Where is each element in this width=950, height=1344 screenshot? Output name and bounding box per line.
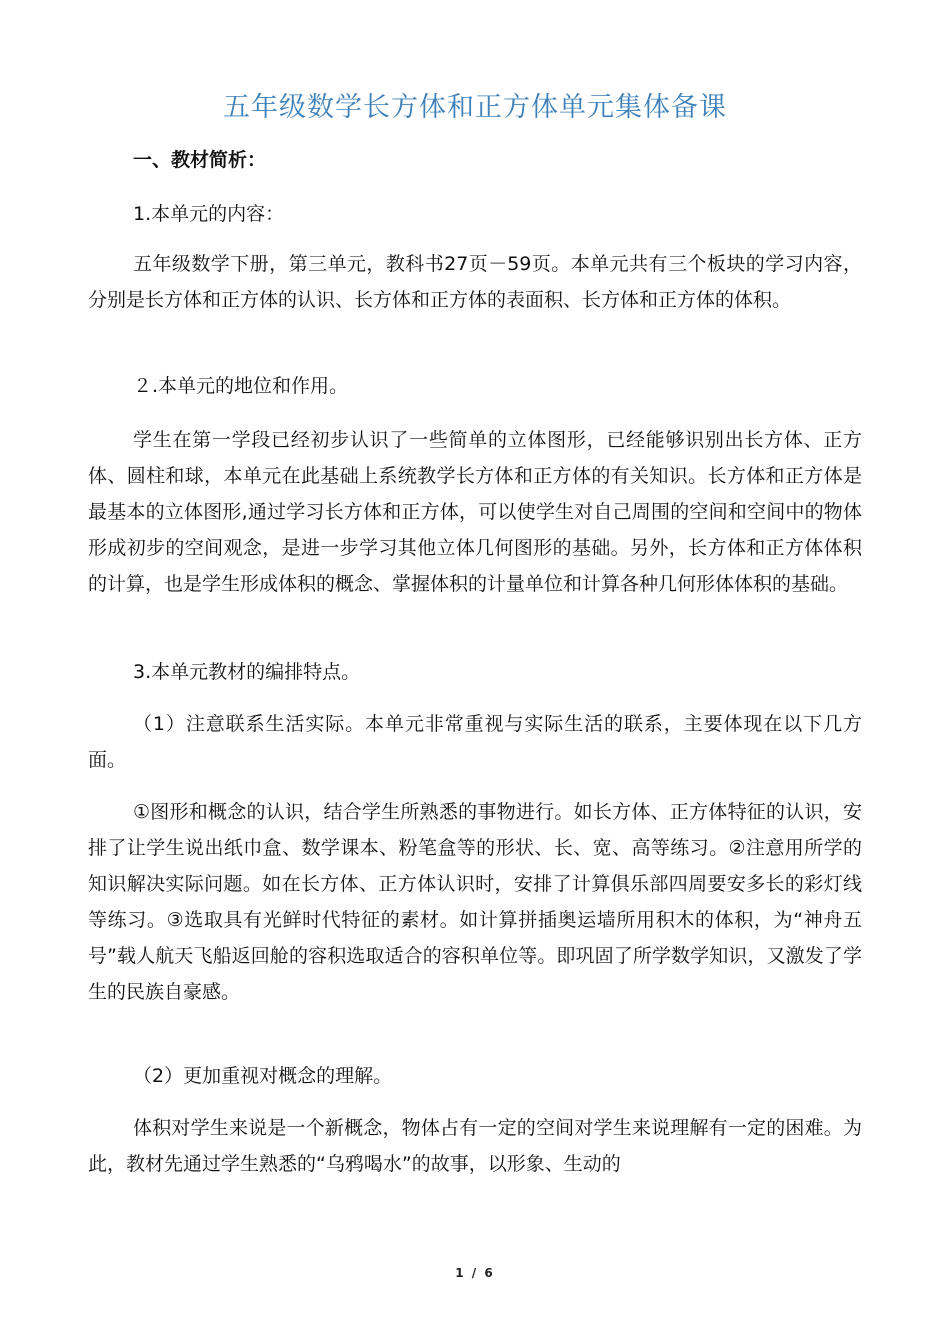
paragraph-unit-content: 五年级数学下册，第三单元，教科书27页－59页。本单元共有三个板块的学习内容，分别是长方体和正方体的认识、长方体和正方体的表面积、长方体和正方体的体积。 — [88, 253, 862, 311]
paragraph-volume-concept: 体积对学生来说是一个新概念，物体占有一定的空间对学生来说理解有一定的困难。为此，教材先通过学生熟悉的“乌鸦喝水”的故事，以形象、生动的 — [88, 1117, 862, 1175]
paragraph-role-label: ２.本单元的地位和作用。 — [133, 375, 349, 397]
paragraph-feature-2: （2）更加重视对概念的理解。 — [133, 1065, 393, 1087]
document-title: 五年级数学长方体和正方体单元集体备课 — [223, 92, 727, 123]
section-heading: 一、教材简析： — [133, 149, 267, 171]
paragraph-features-label: 3.本单元教材的编排特点。 — [133, 661, 361, 683]
paragraph-role: 学生在第一学段已经初步认识了一些简单的立体图形，已经能够识别出长方体、正方体、圆柱和球，本单元在此基础上系统教学长方体和正方体的有关知识。长方体和正方体是最基本的立体图形,通过学习长方体和正方体，可以使学生对自己周围的空间和空间中的物体形成初步的空间观念，是进一步学习其他立体几何图形的基础。另外，长方体和正方体体积的计算，也是学生形成体积的概念、掌握体积的计量单位和计算各种几何形体体积的基础。 — [88, 429, 862, 595]
paragraph-unit-content-label: 1.本单元的内容： — [133, 203, 285, 225]
paragraph-feature-1: （1）注意联系生活实际。本单元非常重视与实际生活的联系，主要体现在以下几方面。 — [88, 713, 862, 771]
paragraph-feature-1-details: ①图形和概念的认识，结合学生所熟悉的事物进行。如长方体、正方体特征的认识，安排了让学生说出纸巾盒、数学课本、粉笔盒等的形状、长、宽、高等练习。②注意用所学的知识解决实际问题。如在长方体、正方体认识时，安排了计算俱乐部四周要安多长的彩灯线等练习。③选取具有光鲜时代特征的素材。如计算拼插奥运墙所用积木的体积，为“神舟五号”载人航天飞船返回舱的容积选取适合的容积单位等。即巩固了所学数学知识，又激发了学生的民族自豪感。 — [88, 801, 862, 1003]
page-indicator: 1 / 6 — [455, 1266, 495, 1280]
